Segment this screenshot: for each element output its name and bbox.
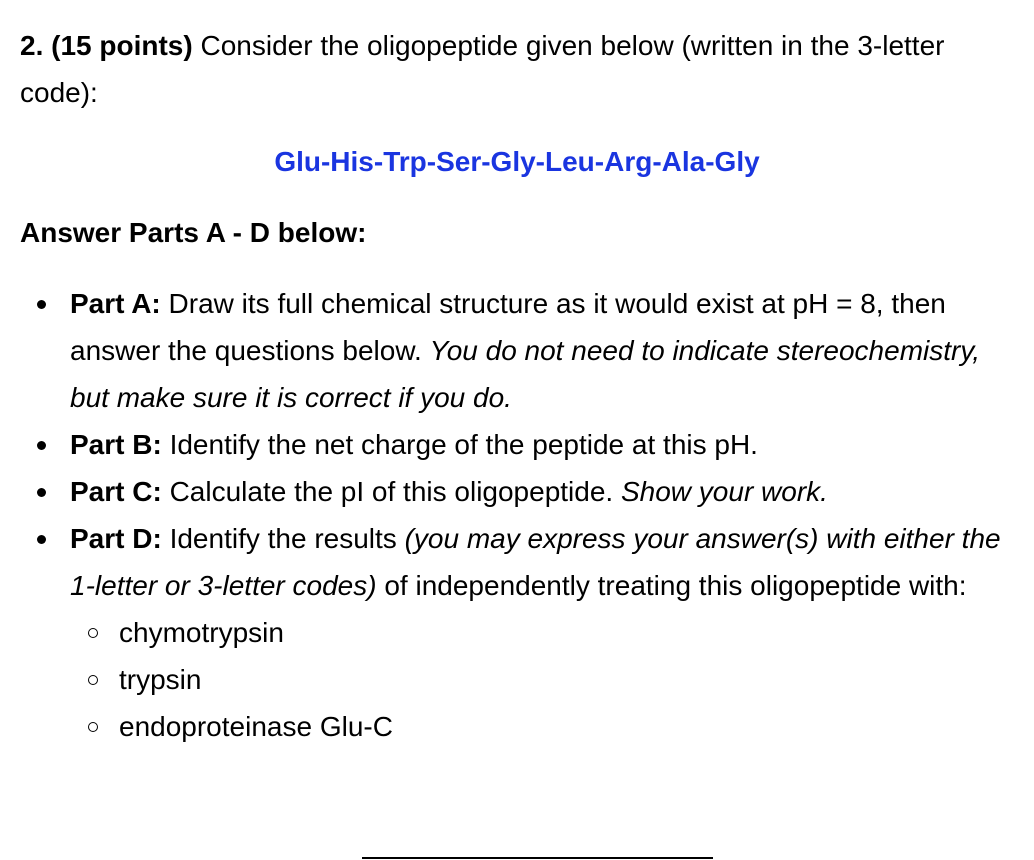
part-a-italic: You do not need to indicate stereochemistry, but make sure it is correct if you do. [70, 335, 981, 413]
question-intro: Consider the oligopeptide given below (written in the 3-letter code): [20, 30, 945, 108]
question-number-points: 2. (15 points) [20, 30, 193, 61]
circle-bullet-icon [88, 675, 98, 685]
bullet-icon [37, 441, 46, 450]
part-a-item [20, 280, 1014, 421]
enzyme-label: trypsin [119, 664, 202, 695]
part-c-italic: Show your work. [620, 476, 828, 507]
part-c-text: Calculate the pI of this oligopeptide. [161, 476, 621, 507]
peptide-sequence: Glu-His-Trp-Ser-Gly-Leu-Arg-Ala-Gly [274, 146, 760, 177]
circle-bullet-icon [88, 722, 98, 732]
part-b-label: Part B: [70, 429, 162, 460]
part-b-text: Identify the net charge of the peptide at this pH. [161, 429, 758, 460]
bullet-icon [37, 488, 46, 497]
part-d-text: Identify the results [161, 523, 405, 554]
part-d-italic: (you may express your answer(s) with either the 1-letter or 3-letter codes) [70, 523, 1001, 601]
part-d-item [20, 515, 1014, 750]
answer-heading: Answer Parts A - D below: [20, 217, 367, 248]
part-c-label: Part C: [70, 476, 162, 507]
enzyme-label: endoproteinase Glu-C [119, 711, 393, 742]
question-prompt [20, 22, 1014, 116]
divider-line [362, 857, 713, 859]
part-d-label: Part D: [70, 523, 162, 554]
part-c-item [20, 468, 1014, 515]
enzyme-list [70, 609, 1014, 750]
part-a-label: Part A: [70, 288, 161, 319]
parts-list [20, 280, 1014, 750]
question-block [20, 22, 1014, 750]
enzyme-item [70, 656, 1014, 703]
part-d-text2: of independently treating this oligopeptide with: [376, 570, 967, 601]
enzyme-label: chymotrypsin [119, 617, 284, 648]
part-b-item [20, 421, 1014, 468]
bullet-icon [37, 300, 46, 309]
circle-bullet-icon [88, 628, 98, 638]
bullet-icon [37, 535, 46, 544]
part-a-text: Draw its full chemical structure as it would exist at pH = 8, then answer the questions below. [70, 288, 946, 366]
enzyme-item [70, 703, 1014, 750]
enzyme-item [70, 609, 1014, 656]
